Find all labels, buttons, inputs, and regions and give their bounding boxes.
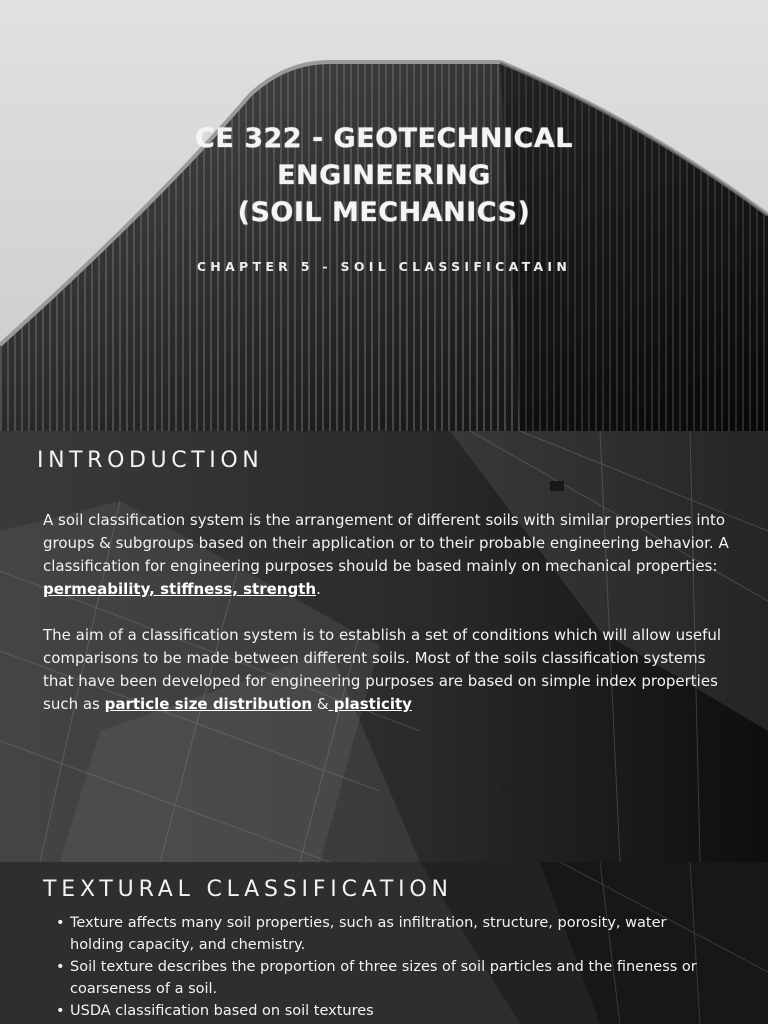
title-slide: [0, 0, 768, 431]
document-title: [0, 120, 768, 231]
introduction-paragraph-1: [43, 509, 733, 601]
textural-classification-heading: TEXTURAL CLASSIFICATION: [43, 877, 453, 902]
chapter-subtitle: CHAPTER 5 - SOIL CLASSIFICATAIN: [196, 259, 572, 274]
textural-bullet-list: [52, 912, 712, 1022]
list-item: • USDA classification based on soil textures: [52, 1000, 712, 1022]
intro-p2-text: The aim of a classification system is to establish a set of conditions which will allow useful comparisons to be made between different soils. Most of the soils classification systems that have been developed for engineering purposes are based on simple index properties such as: [43, 626, 722, 713]
introduction-slide: [0, 431, 768, 862]
plasticity-link[interactable]: plasticity: [328, 695, 412, 713]
list-item: • Soil texture describes the proportion of three sizes of soil particles and the fineness or coarseness of a soil.: [52, 956, 712, 1000]
introduction-body: [43, 509, 733, 739]
intro-p2-amp: &: [312, 695, 329, 713]
intro-p1-end: .: [316, 580, 321, 598]
title-line-1: CE 322 - GEOTECHNICAL: [195, 123, 573, 154]
introduction-heading: INTRODUCTION: [37, 448, 264, 473]
introduction-paragraph-2: [43, 624, 733, 716]
title-line-3: (SOIL MECHANICS): [237, 197, 531, 228]
textural-classification-slide: [0, 862, 768, 1024]
title-line-2: ENGINEERING: [277, 160, 491, 191]
intro-p1-text: A soil classification system is the arrangement of different soils with similar properties into groups & subgroups based on their application or to their probable engineering behavior. A classification for engineering purposes should be based mainly on mechanical properties:: [43, 511, 729, 575]
list-item: • Texture affects many soil properties, such as infiltration, structure, porosity, water holding capacity, and chemistry.: [52, 912, 712, 956]
title-block: [0, 120, 768, 274]
particle-size-distribution-link[interactable]: particle size distribution: [104, 695, 313, 713]
mechanical-properties-link[interactable]: permeability, stiffness, strength: [43, 580, 317, 598]
